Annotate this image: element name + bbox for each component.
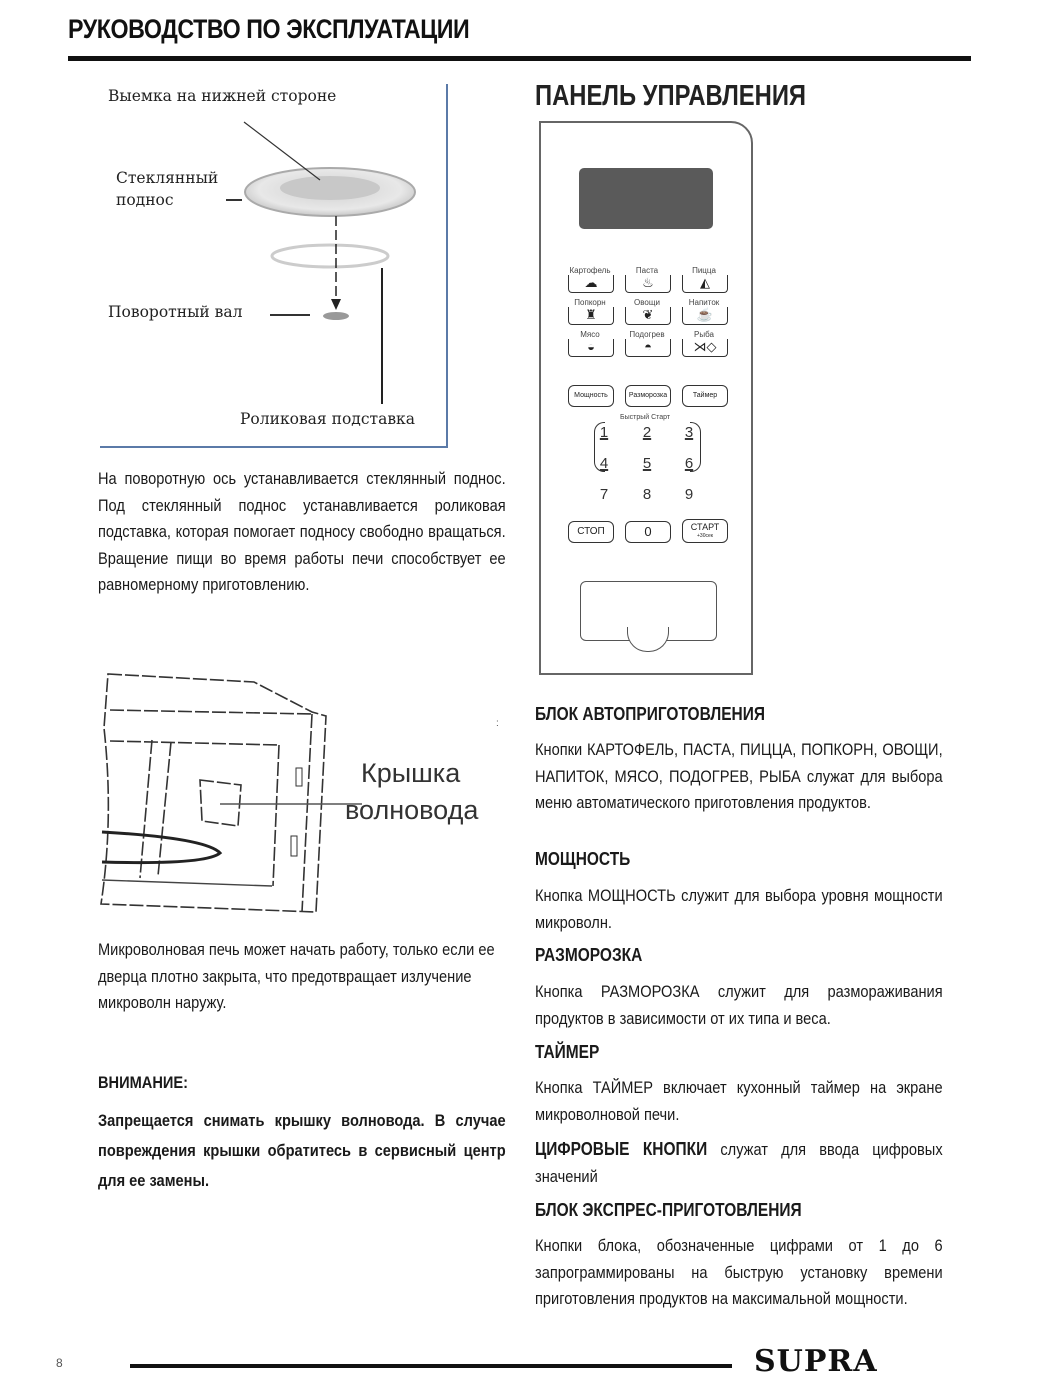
- digit-2-button[interactable]: 2: [642, 424, 652, 441]
- auto-button-vegetables[interactable]: Овощи ❦: [620, 298, 674, 325]
- waveguide-label-line1: Крышка: [361, 758, 461, 788]
- digit-4-button[interactable]: 4: [599, 455, 609, 472]
- door-safety-text: Микроволновая печь может начать работу, только если ее дверца плотно закрыта, что предотвращает излучение микроволн наружу.: [98, 940, 495, 1012]
- defrost-button[interactable]: Разморозка: [625, 385, 671, 407]
- glass-tray-label-line1: Стеклянный: [116, 169, 219, 187]
- section-heading-defrost: РАЗМОРОЗКА: [535, 945, 643, 965]
- section-heading-auto-cook: БЛОК АВТОПРИГОТОВЛЕНИЯ: [535, 704, 765, 724]
- section-text-digits: служат для ввода цифровых значений: [535, 1140, 943, 1186]
- roller-label: Роликовая подставка: [240, 410, 415, 428]
- section-text-auto-cook: Кнопки КАРТОФЕЛЬ, ПАСТА, ПИЦЦА, ПОПКОРН, ОВОЩИ, НАПИТОК, МЯСО, ПОДОГРЕВ, РЫБА служат для выбора меню автоматического приготовления продуктов.: [535, 740, 943, 812]
- digit-8-button[interactable]: 8: [642, 486, 652, 503]
- waveguide-illustration: [96, 668, 516, 918]
- auto-button-fish[interactable]: Рыба ⋊◇: [677, 330, 731, 357]
- auto-button-reheat[interactable]: Подогрев ◓: [620, 330, 674, 357]
- turntable-description: На поворотную ось устанавливается стеклянный поднос. Под стеклянный поднос устанавливается роликовая подставка, которая помогает подносу свободно вращаться. Вращение пищи во время работы печи способствует ее равномерному приготовлению.: [98, 469, 506, 594]
- timer-button[interactable]: Таймер: [682, 385, 728, 407]
- stop-button[interactable]: СТОП: [568, 521, 614, 543]
- auto-button-meat[interactable]: Мясо ◒: [563, 330, 617, 357]
- digit-5-button[interactable]: 5: [642, 455, 652, 472]
- auto-button-beverage[interactable]: Напиток ☕: [677, 298, 731, 325]
- zero-button[interactable]: 0: [625, 521, 671, 543]
- section-heading-digits: ЦИФРОВЫЕ КНОПКИ: [535, 1139, 708, 1159]
- auto-button-popcorn[interactable]: Попкорн ♜: [563, 298, 617, 325]
- recess-label: Выемка на нижней стороне: [108, 87, 337, 105]
- section-heading-timer: ТАЙМЕР: [535, 1042, 600, 1062]
- warning-text: Запрещается снимать крышку волновода. В случае повреждения крышки обратитесь в сервисный центр для ее замены.: [98, 1111, 506, 1190]
- potato-icon: ☁: [568, 275, 614, 293]
- auto-button-pasta[interactable]: Паста ♨: [620, 266, 674, 293]
- quick-start-label: Быстрый Старт: [620, 414, 671, 421]
- digit-6-button[interactable]: 6: [684, 455, 694, 472]
- start-button[interactable]: [682, 519, 728, 543]
- meat-icon: ◒: [568, 339, 614, 357]
- shaft-label: Поворотный вал: [108, 303, 243, 321]
- page-header-title: РУКОВОДСТВО ПО ЭКСПЛУАТАЦИИ: [68, 14, 470, 44]
- vegetables-icon: ❦: [625, 307, 671, 325]
- warning-heading: ВНИМАНИЕ:: [98, 1073, 189, 1092]
- popcorn-icon: ♜: [568, 307, 614, 325]
- section-text-defrost: Кнопка РАЗМОРОЗКА служит для размораживания продуктов в зависимости от их типа и веса.: [535, 982, 943, 1028]
- panel-display: [579, 168, 713, 229]
- digit-7-button[interactable]: 7: [599, 486, 609, 503]
- pasta-icon: ♨: [625, 275, 671, 293]
- turntable-illustration: [100, 84, 446, 446]
- panel-title: ПАНЕЛЬ УПРАВЛЕНИЯ: [535, 80, 806, 112]
- page-number: 8: [56, 1356, 63, 1370]
- section-text-power: Кнопка МОЩНОСТЬ служит для выбора уровня мощности микроволн.: [535, 886, 943, 932]
- reheat-icon: ◓: [625, 339, 671, 357]
- waveguide-label-line2: волновода: [345, 795, 479, 825]
- footer-divider: [130, 1364, 732, 1368]
- start-button-sublabel: +30сек: [697, 533, 713, 539]
- section-text-express: Кнопки блока, обозначенные цифрами от 1 до 6 запрограммированы на быструю установку времени приготовления продуктов на максимальной мощности.: [535, 1236, 943, 1308]
- pizza-icon: ◭: [682, 275, 728, 293]
- power-button[interactable]: Мощность: [568, 385, 614, 407]
- digit-1-button[interactable]: 1: [599, 424, 609, 441]
- section-heading-express: БЛОК ЭКСПРЕС-ПРИГОТОВЛЕНИЯ: [535, 1200, 802, 1220]
- section-text-timer: Кнопка ТАЙМЕР включает кухонный таймер на экране микроволновой печи.: [535, 1078, 943, 1124]
- header-divider: [68, 56, 971, 61]
- brand-logo: SUPRA: [754, 1344, 878, 1379]
- section-digit-buttons: [535, 1136, 943, 1190]
- svg-text::: :: [496, 718, 499, 729]
- start-button-label: СТАРТ: [690, 522, 720, 532]
- auto-cook-grid: [563, 266, 731, 357]
- digit-3-button[interactable]: 3: [684, 424, 694, 441]
- digit-9-button[interactable]: 9: [684, 486, 694, 503]
- fish-icon: ⋊◇: [682, 339, 728, 357]
- glass-tray-label-line2: поднос: [116, 191, 174, 209]
- auto-button-pizza[interactable]: Пицца ◭: [677, 266, 731, 293]
- section-heading-power: МОЩНОСТЬ: [535, 849, 631, 869]
- beverage-icon: ☕: [682, 307, 728, 325]
- auto-button-potato[interactable]: Картофель ☁: [563, 266, 617, 293]
